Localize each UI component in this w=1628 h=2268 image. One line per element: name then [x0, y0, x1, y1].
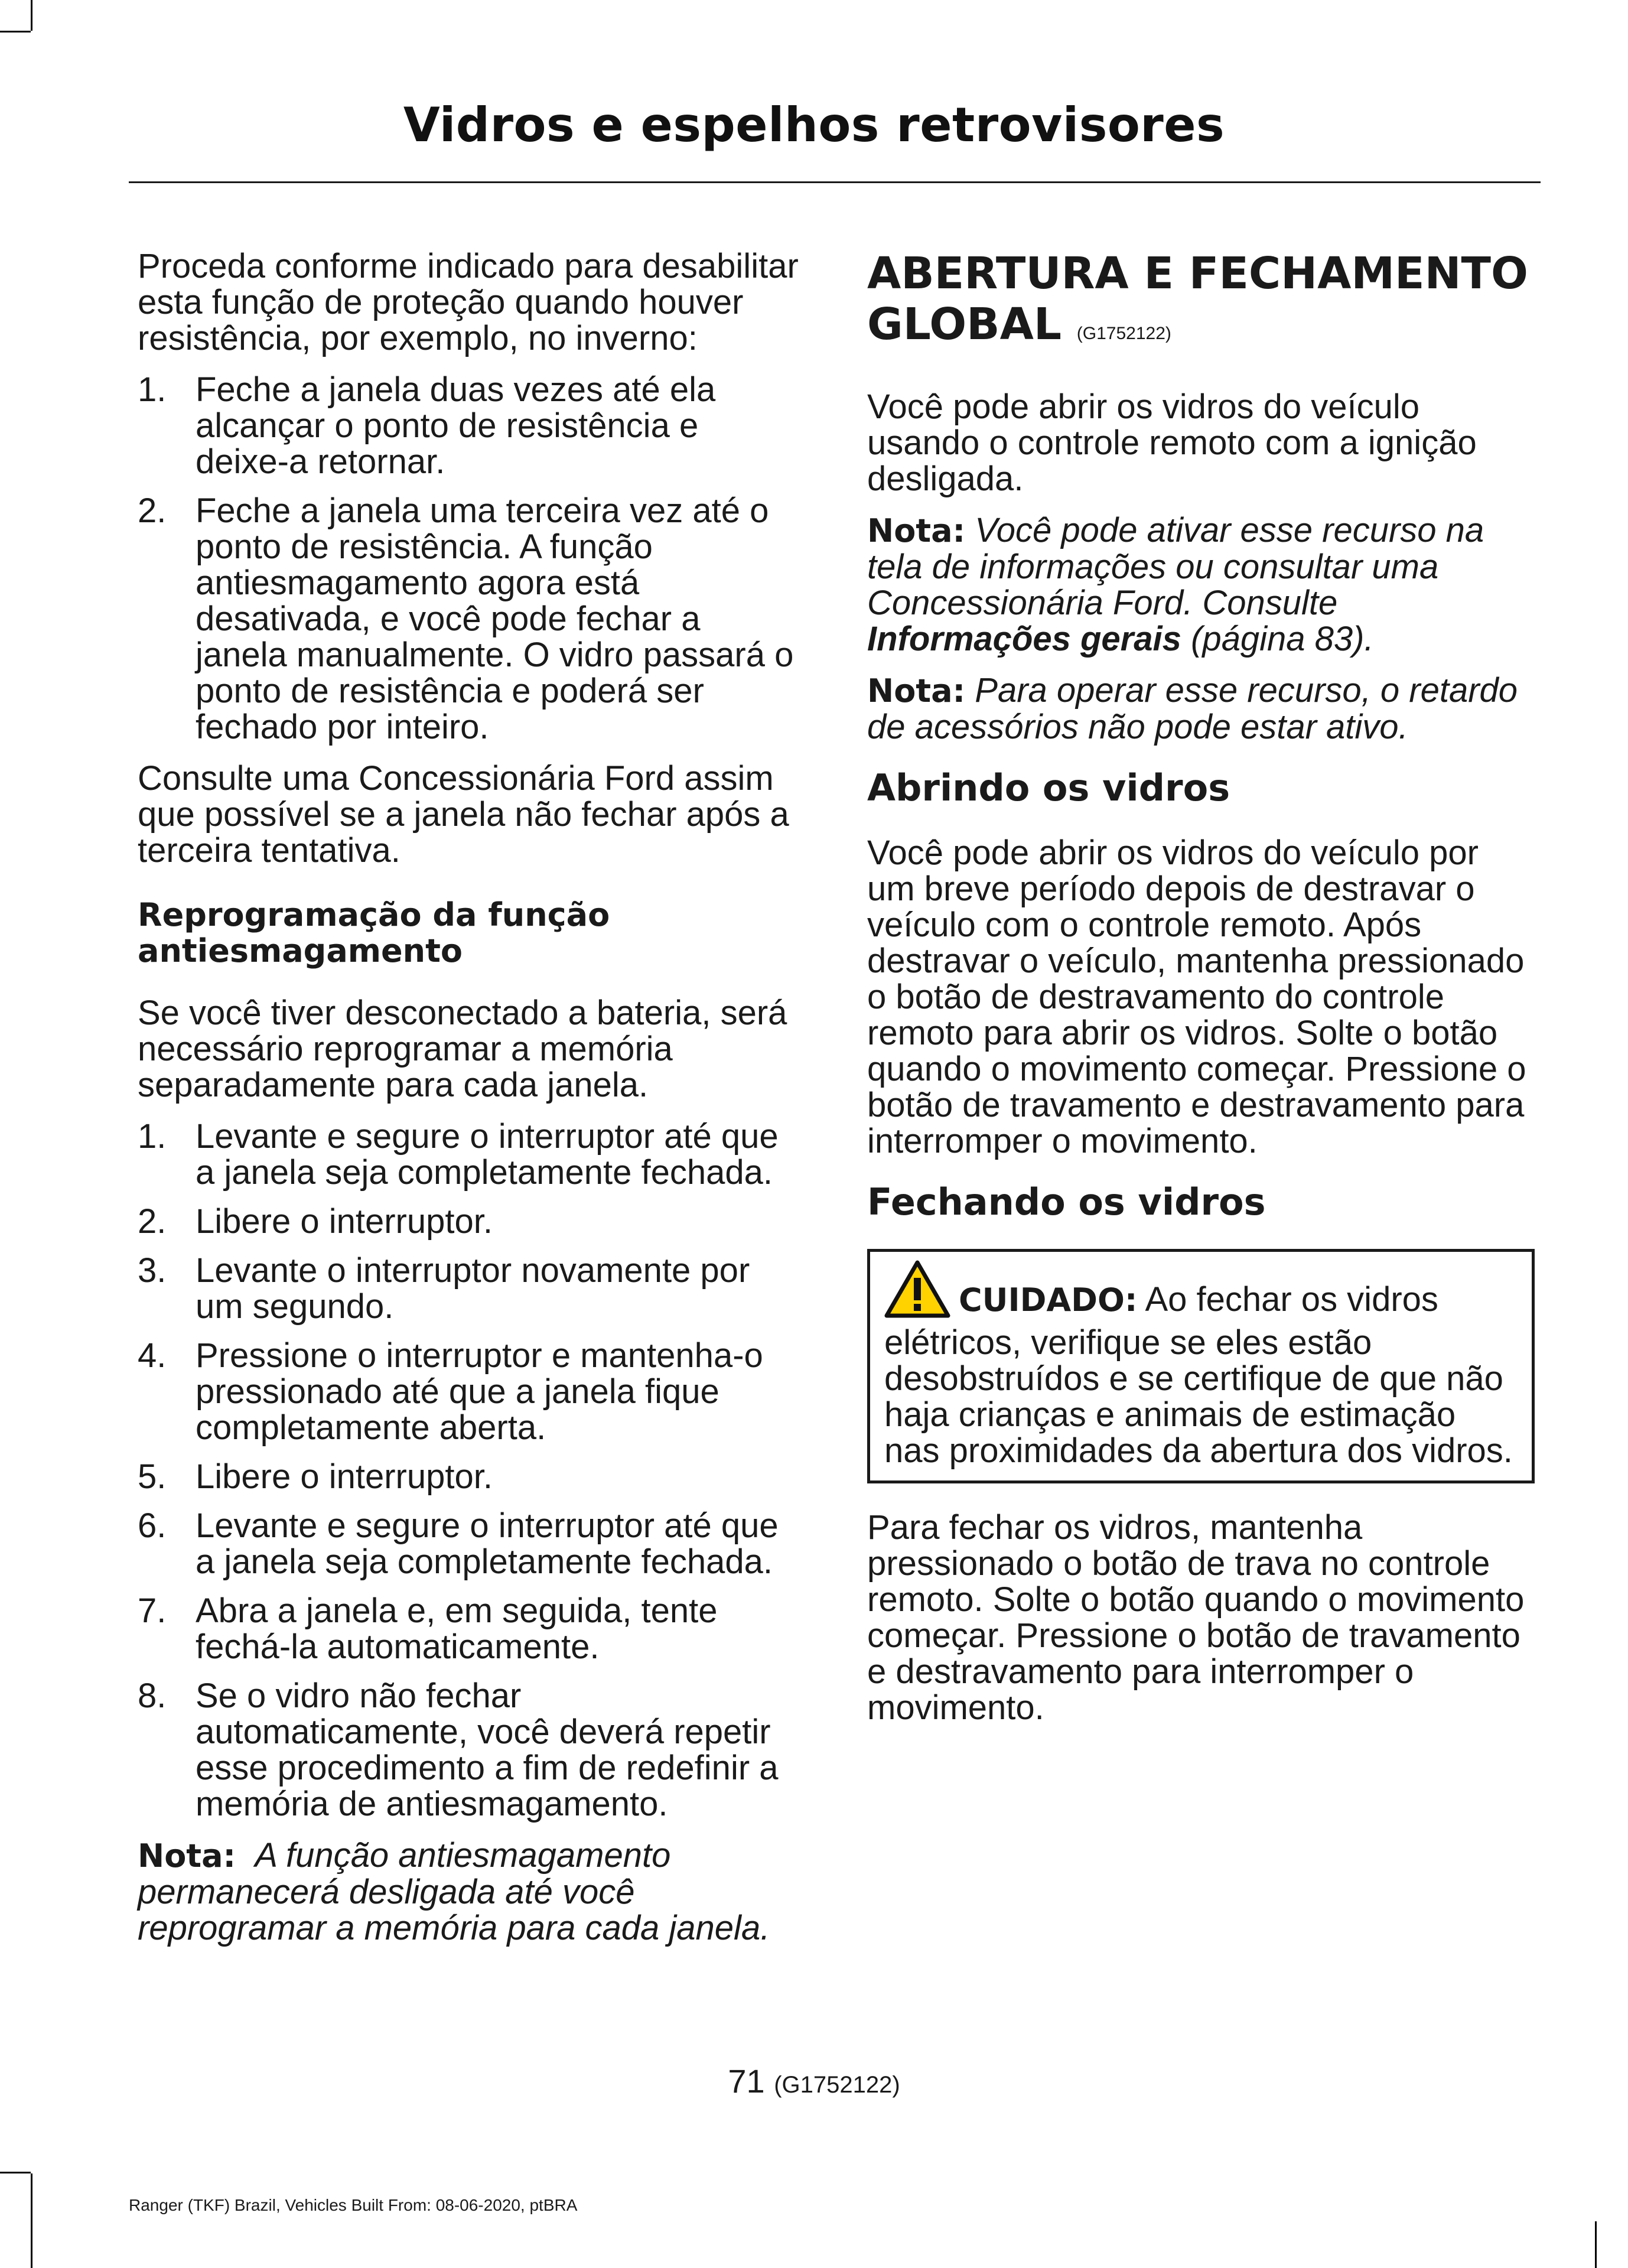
list-item: 4. Pressione o interruptor e mantenha-o pressionado até que a janela fique completamente aberta.: [138, 1336, 763, 1447]
page-title: Vidros e espelhos retrovisores: [403, 97, 1225, 152]
page-reference: (página 83).: [1191, 620, 1374, 658]
note-text: Você pode ativar esse recurso na tela de informações ou consultar uma Concessionária Ford. Consulte: [867, 511, 1484, 622]
heading-id: (G1752122): [1076, 324, 1171, 343]
list-item: 8. Se o vidro não fechar automaticamente, você deverá repetir esse procedimento a fim de redefinir a memória de antiesmagamento.: [138, 1677, 779, 1823]
list-item: 6. Levante e segure o interruptor até que a janela seja completamente fechada.: [138, 1506, 779, 1581]
crop-mark: [31, 2173, 32, 2268]
note-text: Para operar esse recurso, o retardo de acessórios não pode estar ativo.: [867, 671, 1518, 746]
crop-mark: [0, 2172, 31, 2173]
crop-mark: [31, 0, 32, 31]
left-column: [138, 248, 799, 1961]
note-label: Nota:: [867, 512, 966, 549]
global-intro: Você pode abrir os vidros do veículo usando o controle remoto com a ignição desligada.: [867, 388, 1477, 498]
header-divider: [129, 181, 1541, 183]
info-link[interactable]: Informações gerais: [867, 620, 1181, 658]
note-label: Nota:: [138, 1837, 236, 1875]
opening-paragraph: Você pode abrir os vidros do veículo por um breve período depois de destravar o veículo com o controle remoto. Após destravar o veículo, mantenha pressionado o botão de destravamento do controle remoto para abrir os vidros. Solte o botão quando o movimento começar. Pressione o botão de travamento e destravamento para interromper o movimento.: [867, 834, 1526, 1160]
note-text: A função antiesmagamento permanecerá desligada até você reprogramar a memória para cada janela.: [138, 1836, 770, 1947]
intro-paragraph: Proceda conforme indicado para desabilitar esta função de proteção quando houver resistência, por exemplo, no inverno:: [138, 247, 799, 357]
right-column: [867, 248, 1535, 1741]
crop-mark: [1595, 2221, 1597, 2268]
list-item: 5. Libere o interruptor.: [138, 1457, 493, 1496]
list-item: 1. Feche a janela duas vezes até ela alcançar o ponto de resistência e deixe-a retornar.: [138, 370, 716, 481]
note-paragraph: [867, 512, 1535, 657]
warning-box: [867, 1249, 1535, 1483]
reprogram-intro: Se você tiver desconectado a bateria, será necessário reprogramar a memória separadamente para cada janela.: [138, 994, 787, 1104]
list-item: 7. Abra a janela e, em seguida, tente fechá-la automaticamente.: [138, 1592, 718, 1666]
footer-text: Ranger (TKF) Brazil, Vehicles Built From: 08-06-2020, ptBRA: [129, 2196, 578, 2214]
disable-steps-list: [138, 372, 799, 745]
warning-label: CUIDADO:: [959, 1281, 1138, 1319]
closing-paragraph: Para fechar os vidros, mantenha pressionado o botão de trava no controle remoto. Solte o botão quando o movimento começar. Pressione o botão de travamento e destravamento para interromper o movimento.: [867, 1508, 1525, 1727]
opening-heading: Abrindo os vidros: [867, 766, 1230, 809]
note-paragraph: [867, 672, 1535, 745]
note-paragraph: [138, 1837, 799, 1946]
note-label: Nota:: [867, 672, 966, 710]
consult-paragraph: Consulte uma Concessionária Ford assim que possível se a janela não fechar após a terceira tentativa.: [138, 759, 789, 870]
reprogram-subheading: Reprogramação da função antiesmagamento: [138, 896, 610, 969]
closing-heading: Fechando os vidros: [867, 1180, 1266, 1224]
warning-triangle-icon: [884, 1260, 950, 1325]
section-heading: ABERTURA E FECHAMENTO GLOBAL (G1752122): [867, 248, 1528, 350]
warning-text: Ao fechar os vidros elétricos, verifique se eles estão desobstruídos e se certifique de que não haja crianças e animais de estimação nas proximidades da abertura dos vidros.: [884, 1280, 1513, 1470]
crop-mark: [0, 31, 31, 32]
list-item: 3. Levante o interruptor novamente por um segundo.: [138, 1251, 750, 1326]
reprogram-steps-list: [138, 1118, 799, 1822]
list-item: 2. Feche a janela uma terceira vez até o ponto de resistência. A função antiesmagamento agora está desativada, e você pode fechar a janela manualmente. O vidro passará o ponto de resistência e poderá ser fechado por inteiro.: [138, 492, 794, 746]
page-number: 71 (G1752122): [728, 2062, 900, 2100]
list-item: 1. Levante e segure o interruptor até que a janela seja completamente fechada.: [138, 1117, 779, 1192]
list-item: 2. Libere o interruptor.: [138, 1202, 493, 1241]
